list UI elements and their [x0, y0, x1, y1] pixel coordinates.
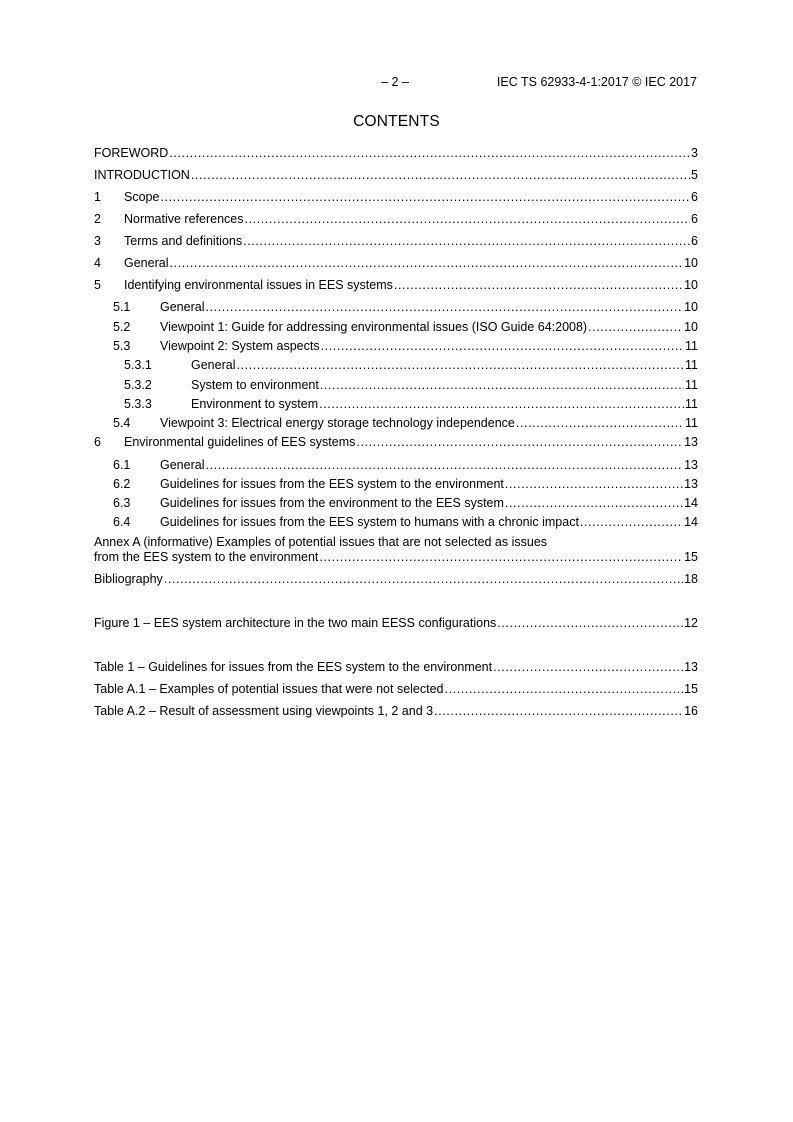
toc-entry-title: General [160, 300, 205, 314]
toc-entry-number: 5.4 [113, 416, 131, 430]
toc-entry-terms-and-definitions[interactable] [94, 233, 698, 249]
toc-entry-page: 18 [684, 572, 698, 586]
dot-leader [434, 703, 683, 719]
table-entry-title: Table A.1 – Examples of potential issues that were not selected [94, 682, 444, 696]
dot-leader [505, 495, 683, 511]
toc-entry-number: 6.1 [113, 458, 131, 472]
toc-entry-title: Guidelines for issues from the EES system to the environment [160, 477, 504, 491]
table-entry-a2[interactable] [94, 703, 698, 719]
dot-leader [505, 476, 683, 492]
toc-entry-title: FOREWORD [94, 146, 169, 160]
toc-entry-page: 3 [691, 146, 698, 160]
toc-entry-6-4-guidelines[interactable] [113, 514, 698, 530]
toc-entry-number: 4 [94, 256, 101, 270]
toc-entry-page: 13 [684, 435, 698, 449]
toc-entry-title: Identifying environmental issues in EES systems [124, 278, 393, 292]
toc-entry-number: 2 [94, 212, 101, 226]
toc-entry-title: from the EES system to the environment [94, 550, 319, 564]
toc-entry-number: 5.3.3 [124, 397, 152, 411]
table-entry-1[interactable] [94, 659, 698, 675]
toc-entry-number: 5.1 [113, 300, 131, 314]
figure-entry-1[interactable] [94, 615, 698, 631]
dot-leader [169, 145, 690, 161]
dot-leader [588, 319, 683, 335]
toc-entry-6-3-guidelines[interactable] [113, 495, 698, 511]
table-entry-title: Table A.2 – Result of assessment using viewpoints 1, 2 and 3 [94, 704, 434, 718]
toc-entry-number: 5.3.1 [124, 358, 152, 372]
toc-entry-title: Viewpoint 1: Guide for addressing environmental issues (ISO Guide 64:2008) [160, 320, 588, 334]
toc-entry-title: Environment to system [191, 397, 319, 411]
table-entry-page: 16 [684, 704, 698, 718]
toc-entry-page: 6 [691, 190, 698, 204]
toc-entry-page: 11 [685, 339, 698, 353]
toc-entry-environmental-guidelines[interactable] [94, 434, 698, 450]
toc-entry-number: 1 [94, 190, 101, 204]
dot-leader [516, 415, 684, 431]
toc-entry-number: 5.3 [113, 339, 131, 353]
toc-entry-page: 11 [685, 378, 698, 392]
toc-entry-annex-a[interactable] [94, 549, 698, 565]
dot-leader [205, 299, 683, 315]
toc-entry-title: INTRODUCTION [94, 168, 190, 182]
toc-entry-5-4-viewpoint-3[interactable] [113, 415, 698, 431]
toc-entry-title: Bibliography [94, 572, 163, 586]
toc-entry-title: Viewpoint 2: System aspects [160, 339, 320, 353]
dot-leader [319, 549, 683, 565]
toc-entry-normative-references[interactable] [94, 211, 698, 227]
toc-entry-title: General [124, 256, 169, 270]
contents-title: CONTENTS [353, 113, 440, 130]
toc-entry-6-2-guidelines[interactable] [113, 476, 698, 492]
toc-entry-page: 10 [684, 256, 698, 270]
toc-entry-5-1-general[interactable] [113, 299, 698, 315]
toc-entry-title: General [160, 458, 205, 472]
toc-entry-introduction[interactable] [94, 167, 698, 183]
dot-leader [169, 255, 683, 271]
dot-leader [245, 211, 691, 227]
dot-leader [243, 233, 690, 249]
document-id: IEC TS 62933-4-1:2017 © IEC 2017 [496, 75, 697, 89]
dot-leader [236, 357, 684, 373]
toc-entry-page: 11 [685, 397, 698, 411]
toc-entry-title: General [191, 358, 236, 372]
toc-entry-page: 11 [685, 358, 698, 372]
toc-entry-title: Scope [124, 190, 160, 204]
toc-entry-number: 6.3 [113, 496, 131, 510]
toc-entry-5-3-1-general[interactable] [124, 357, 698, 373]
page-number: – 2 – [381, 75, 409, 89]
toc-entry-number: 5 [94, 278, 101, 292]
toc-entry-scope[interactable] [94, 189, 698, 205]
toc-entry-title: System to environment [191, 378, 319, 392]
toc-entry-annex-a-line1: Annex A (informative) Examples of potential issues that are not selected as issues [94, 535, 548, 549]
toc-entry-number: 3 [94, 234, 101, 248]
toc-entry-foreword[interactable] [94, 145, 698, 161]
toc-entry-title: Terms and definitions [124, 234, 243, 248]
table-entry-page: 13 [684, 660, 698, 674]
table-entry-title: Table 1 – Guidelines for issues from the EES system to the environment [94, 660, 493, 674]
toc-entry-page: 10 [684, 320, 698, 334]
toc-entry-page: 10 [684, 300, 698, 314]
toc-entry-page: 13 [684, 458, 698, 472]
toc-entry-general[interactable] [94, 255, 698, 271]
dot-leader [191, 167, 690, 183]
toc-entry-number: 6 [94, 435, 101, 449]
toc-entry-page: 6 [691, 212, 698, 226]
figure-entry-title: Figure 1 – EES system architecture in the two main EESS configurations [94, 616, 497, 630]
dot-leader [580, 514, 683, 530]
dot-leader [160, 189, 690, 205]
toc-entry-5-3-3-environment-to-system[interactable] [124, 396, 698, 412]
toc-entry-page: 14 [684, 515, 698, 529]
toc-entry-page: 10 [684, 278, 698, 292]
toc-entry-page: 15 [684, 550, 698, 564]
toc-entry-number: 5.2 [113, 320, 131, 334]
toc-entry-page: 14 [684, 496, 698, 510]
figure-entry-page: 12 [684, 616, 698, 630]
toc-entry-5-3-viewpoint-2[interactable] [113, 338, 698, 354]
dot-leader [356, 434, 683, 450]
dot-leader [445, 681, 684, 697]
dot-leader [493, 659, 683, 675]
table-entry-page: 15 [684, 682, 698, 696]
page-header [0, 75, 793, 93]
table-entry-a1[interactable] [94, 681, 698, 697]
toc-entry-title: Guidelines for issues from the EES system to humans with a chronic impact [160, 515, 579, 529]
toc-entry-page: 5 [691, 168, 698, 182]
toc-entry-page: 13 [684, 477, 698, 491]
toc-entry-title: Normative references [124, 212, 244, 226]
toc-entry-bibliography[interactable] [94, 571, 698, 587]
toc-entry-page: 11 [685, 416, 698, 430]
toc-entry-number: 6.4 [113, 515, 131, 529]
dot-leader [205, 457, 683, 473]
dot-leader [320, 377, 684, 393]
toc-entry-6-1-general[interactable] [113, 457, 698, 473]
toc-entry-page: 6 [691, 234, 698, 248]
dot-leader [319, 396, 684, 412]
toc-entry-title: Guidelines for issues from the environment to the EES system [160, 496, 504, 510]
toc-entry-5-2-viewpoint-1[interactable] [113, 319, 698, 335]
dot-leader [394, 277, 683, 293]
dot-leader [497, 615, 683, 631]
toc-entry-title: Viewpoint 3: Electrical energy storage technology independence [160, 416, 515, 430]
toc-entry-identifying-environmental-issues[interactable] [94, 277, 698, 293]
toc-entry-number: 6.2 [113, 477, 131, 491]
dot-leader [164, 571, 683, 587]
toc-entry-number: 5.3.2 [124, 378, 152, 392]
toc-entry-5-3-2-system-to-environment[interactable] [124, 377, 698, 393]
toc-entry-title: Environmental guidelines of EES systems [124, 435, 356, 449]
dot-leader [321, 338, 684, 354]
